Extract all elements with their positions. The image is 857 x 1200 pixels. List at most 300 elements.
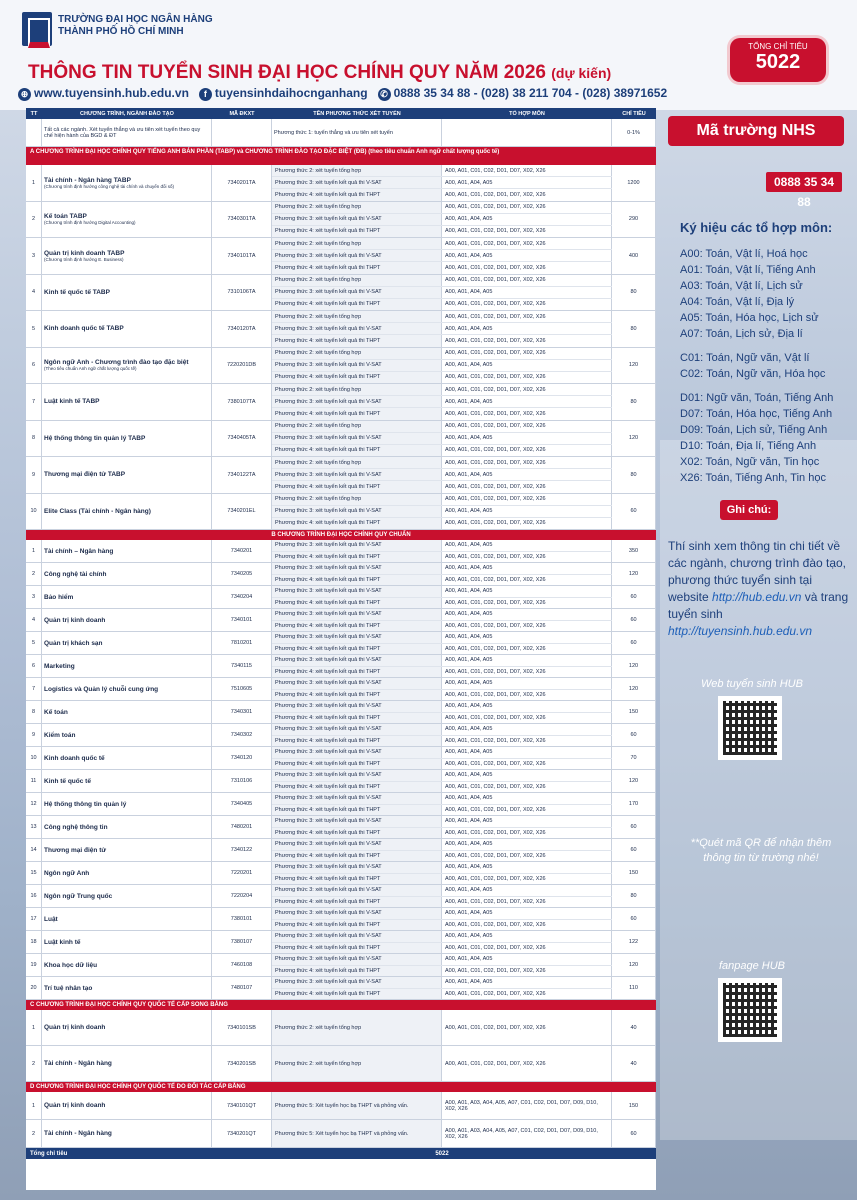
hub-logo bbox=[22, 12, 52, 46]
method-name: Phương thức 2: xét tuyển tổng hợp bbox=[272, 238, 442, 249]
program-title: Công nghệ tài chính bbox=[44, 570, 107, 578]
method-row bbox=[272, 457, 612, 469]
intro-method: Phương thức 1: tuyển thẳng và ưu tiên xét tuyển bbox=[272, 119, 442, 146]
method-block bbox=[272, 908, 612, 930]
method-row bbox=[272, 335, 612, 346]
title-text: THÔNG TIN TUYỂN SINH ĐẠI HỌC CHÍNH QUY NĂM 2026 bbox=[28, 62, 546, 83]
subject-combo: A00, A01, C01, C02, D01, D07, X02, X26 bbox=[442, 598, 612, 609]
subject-combo: A00, A01, A04, A05 bbox=[442, 563, 612, 574]
method-block bbox=[272, 494, 612, 530]
method-block bbox=[272, 862, 612, 884]
row-number: 2 bbox=[26, 1046, 42, 1081]
subject-combo: A00, A01, C01, C02, D01, D07, X02, X26 bbox=[442, 445, 612, 456]
program-code: 7340201EL bbox=[212, 494, 272, 530]
method-name: Phương thức 2: xét tuyển tổng hợp bbox=[272, 384, 442, 395]
method-name: Phương thức 4: xét tuyển kết quả thi THPT bbox=[272, 372, 442, 383]
program-name bbox=[42, 540, 212, 562]
subject-combo: A00, A01, C01, C02, D01, D07, X02, X26 bbox=[442, 874, 612, 885]
method-name: Phương thức 3: xét tuyển kết quả thi V-SAT bbox=[272, 977, 442, 988]
method-row bbox=[272, 632, 612, 644]
method-row bbox=[272, 494, 612, 506]
subject-combo: A00, A01, C01, C02, D01, D07, X02, X26 bbox=[442, 575, 612, 586]
hotline: 0888 35 34 88 bbox=[766, 172, 842, 192]
subject-combo: A00, A01, C01, C02, D01, D07, X02, X26 bbox=[442, 421, 612, 432]
table-row bbox=[26, 238, 656, 275]
subject-combo: A00, A01, A04, A05 bbox=[442, 655, 612, 666]
method-name: Phương thức 3: xét tuyển kết quả thi V-SAT bbox=[272, 724, 442, 735]
program-quota: 80 bbox=[612, 275, 656, 311]
subject-combo: A00, A01, C01, C02, D01, D07, X02, X26 bbox=[442, 920, 612, 931]
program-quota: 60 bbox=[612, 839, 656, 861]
method-name: Phương thức 3: xét tuyển kết quả thi V-SAT bbox=[272, 816, 442, 827]
method-name: Phương thức 4: xét tuyển kết quả thi THPT bbox=[272, 335, 442, 346]
program-subtitle: (Theo tiêu chuẩn Anh ngữ chất lượng quốc tế) bbox=[44, 366, 137, 372]
program-code: 7340101SB bbox=[212, 1010, 272, 1045]
subject-combo: A00, A01, A04, A05 bbox=[442, 862, 612, 873]
code-cell bbox=[212, 119, 272, 146]
program-quota: 40 bbox=[612, 1010, 656, 1045]
method-row bbox=[272, 226, 612, 237]
method-name: Phương thức 4: xét tuyển kết quả thi THPT bbox=[272, 226, 442, 237]
method-name: Phương thức 3: xét tuyển kết quả thi V-SAT bbox=[272, 908, 442, 919]
subject-combo: A00, A01, C01, C02, D01, D07, X02, X26 bbox=[442, 897, 612, 908]
row-number: 2 bbox=[26, 563, 42, 585]
program-quota: 60 bbox=[612, 908, 656, 930]
method-row bbox=[272, 816, 612, 828]
subject-combo: A00, A01, A04, A05 bbox=[442, 360, 612, 371]
method-name: Phương thức 4: xét tuyển kết quả thi THPT bbox=[272, 552, 442, 563]
method-name: Phương thức 4: xét tuyển kết quả thi THPT bbox=[272, 262, 442, 273]
program-code: 7340201TA bbox=[212, 165, 272, 201]
method-row bbox=[272, 575, 612, 586]
program-title: Kế toán TABP bbox=[44, 213, 87, 221]
table-row bbox=[26, 770, 656, 793]
subject-combo: A00, A01, C01, C02, D01, D07, X02, X26 bbox=[442, 494, 612, 505]
table-row bbox=[26, 885, 656, 908]
method-name: Phương thức 4: xét tuyển kết quả thi THPT bbox=[272, 575, 442, 586]
program-quota: 120 bbox=[612, 678, 656, 700]
method-name: Phương thức 2: xét tuyển tổng hợp bbox=[272, 1046, 442, 1081]
subject-combo: A00, A01, A04, A05 bbox=[442, 469, 612, 480]
method-name: Phương thức 3: xét tuyển kết quả thi V-SAT bbox=[272, 954, 442, 965]
method-row bbox=[272, 747, 612, 759]
method-row bbox=[272, 782, 612, 793]
subject-combo: A00, A01, A03, A04, A05, A07, C01, C02, D01, D07, D09, D10, X02, X26 bbox=[442, 1120, 612, 1147]
university-name bbox=[58, 14, 213, 38]
qr-code-fanpage[interactable] bbox=[718, 978, 782, 1042]
program-name bbox=[42, 862, 212, 884]
program-code: 7340405TA bbox=[212, 421, 272, 457]
subject-combo: A00, A01, C01, C02, D01, D07, X02, X26 bbox=[442, 690, 612, 701]
program-code: 7340204 bbox=[212, 586, 272, 608]
note-mid: và trang tuyển sinh bbox=[668, 590, 849, 621]
method-name: Phương thức 2: xét tuyển tổng hợp bbox=[272, 311, 442, 322]
method-row bbox=[272, 724, 612, 736]
subject-combo: A00, A01, C01, C02, D01, D07, X02, X26 bbox=[442, 805, 612, 816]
subject-combo: A00, A01, C01, C02, D01, D07, X02, X26 bbox=[442, 189, 612, 200]
program-quota: 122 bbox=[612, 931, 656, 953]
row-number: 10 bbox=[26, 494, 42, 530]
row-number: 4 bbox=[26, 609, 42, 631]
row-number: 15 bbox=[26, 862, 42, 884]
row-number: 8 bbox=[26, 701, 42, 723]
program-quota: 120 bbox=[612, 770, 656, 792]
method-name: Phương thức 4: xét tuyển kết quả thi THPT bbox=[272, 989, 442, 1000]
method-name: Phương thức 5: Xét tuyển học bạ THPT và phỏng vấn. bbox=[272, 1120, 442, 1147]
subject-combo: A00, A01, C01, C02, D01, D07, X02, X26 bbox=[442, 943, 612, 954]
note-text bbox=[668, 538, 854, 640]
program-name bbox=[42, 747, 212, 769]
section-a-rows bbox=[26, 165, 656, 530]
program-name bbox=[42, 724, 212, 746]
program-quota: 120 bbox=[612, 563, 656, 585]
method-row bbox=[272, 655, 612, 667]
method-block bbox=[272, 311, 612, 347]
method-row bbox=[272, 396, 612, 408]
method-name: Phương thức 3: xét tuyển kết quả thi V-SAT bbox=[272, 177, 442, 188]
program-title: Kinh tế quốc tế TABP bbox=[44, 288, 110, 296]
combo-item: X26: Toán, Tiếng Anh, Tin học bbox=[680, 472, 826, 484]
method-row bbox=[272, 311, 612, 323]
method-row bbox=[272, 214, 612, 226]
header bbox=[0, 0, 857, 110]
program-title: Kiểm toán bbox=[44, 731, 76, 739]
method-block bbox=[272, 655, 612, 677]
section-a-header: A CHƯƠNG TRÌNH ĐẠI HỌC CHÍNH QUY TIẾNG ANH BÁN PHẦN (TABP) và CHƯƠNG TRÌNH ĐÀO TẠO ĐẶC BIỆT (ĐB) (theo tiêu chuẩn Anh ngữ chất lượng quốc tế) bbox=[26, 147, 656, 165]
method-row bbox=[272, 445, 612, 456]
program-title: Kinh tế quốc tế bbox=[44, 777, 91, 785]
hub-link[interactable]: http://hub.edu.vn bbox=[712, 590, 802, 604]
method-row bbox=[272, 977, 612, 989]
subject-combo: A00, A01, C01, C02, D01, D07, X02, X26 bbox=[442, 1010, 612, 1045]
method-block bbox=[272, 384, 612, 420]
method-name: Phương thức 3: xét tuyển kết quả thi V-SAT bbox=[272, 214, 442, 225]
method-row bbox=[272, 177, 612, 189]
program-title: Ngôn ngữ Trung quốc bbox=[44, 892, 113, 900]
program-title: Marketing bbox=[44, 662, 75, 670]
method-name: Phương thức 4: xét tuyển kết quả thi THPT bbox=[272, 408, 442, 419]
tt-cell bbox=[26, 119, 42, 146]
method-name: Phương thức 3: xét tuyển kết quả thi V-SAT bbox=[272, 433, 442, 444]
method-row bbox=[272, 189, 612, 200]
method-row bbox=[272, 690, 612, 701]
method-block bbox=[272, 563, 612, 585]
method-name: Phương thức 3: xét tuyển kết quả thi V-SAT bbox=[272, 323, 442, 334]
program-code: 7380107 bbox=[212, 931, 272, 953]
program-quota: 150 bbox=[612, 701, 656, 723]
program-name bbox=[42, 494, 212, 530]
method-block bbox=[272, 770, 612, 792]
method-name: Phương thức 2: xét tuyển tổng hợp bbox=[272, 348, 442, 359]
row-number: 9 bbox=[26, 724, 42, 746]
table-row bbox=[26, 862, 656, 885]
subject-combo: A00, A01, C01, C02, D01, D07, X02, X26 bbox=[442, 1046, 612, 1081]
program-title: Quản trị khách sạn bbox=[44, 639, 103, 647]
method-row bbox=[272, 805, 612, 816]
method-name: Phương thức 3: xét tuyển kết quả thi V-SAT bbox=[272, 632, 442, 643]
intro-program: Tất cả các ngành. Xét tuyển thẳng và ưu tiên xét tuyển theo quy chế hiện hành của BGD & ĐT bbox=[42, 119, 212, 146]
subject-combo: A00, A01, A04, A05 bbox=[442, 908, 612, 919]
table-row bbox=[26, 348, 656, 385]
subject-combo: A00, A01, C01, C02, D01, D07, X02, X26 bbox=[442, 457, 612, 468]
subject-combo: A00, A01, A04, A05 bbox=[442, 885, 612, 896]
table-row bbox=[26, 816, 656, 839]
table-row bbox=[26, 931, 656, 954]
subject-combo: A00, A01, A04, A05 bbox=[442, 954, 612, 965]
program-name bbox=[42, 348, 212, 384]
combo-item: X02: Toán, Ngữ văn, Tin học bbox=[680, 456, 820, 468]
row-number: 14 bbox=[26, 839, 42, 861]
tuyensinh-link[interactable]: http://tuyensinh.hub.edu.vn bbox=[668, 624, 813, 638]
subject-combo: A00, A01, C01, C02, D01, D07, X02, X26 bbox=[442, 851, 612, 862]
subject-combo: A00, A01, C01, C02, D01, D07, X02, X26 bbox=[442, 759, 612, 770]
row-number: 2 bbox=[26, 1120, 42, 1147]
program-quota: 120 bbox=[612, 348, 656, 384]
total-label: Tổng chỉ tiêu bbox=[30, 1150, 68, 1157]
program-code: 7810201 bbox=[212, 632, 272, 654]
method-name: Phương thức 4: xét tuyển kết quả thi THPT bbox=[272, 445, 442, 456]
page-title bbox=[28, 62, 611, 84]
program-code: 7380107TA bbox=[212, 384, 272, 420]
program-quota: 170 bbox=[612, 793, 656, 815]
table-row bbox=[26, 701, 656, 724]
combo-item: C02: Toán, Ngữ văn, Hóa học bbox=[680, 368, 826, 380]
subject-combo: A00, A01, A04, A05 bbox=[442, 793, 612, 804]
row-number: 6 bbox=[26, 655, 42, 677]
table-row bbox=[26, 202, 656, 239]
method-block bbox=[272, 540, 612, 562]
subject-combo: A00, A01, C01, C02, D01, D07, X02, X26 bbox=[442, 262, 612, 273]
program-code: 7220204 bbox=[212, 885, 272, 907]
program-quota: 400 bbox=[612, 238, 656, 274]
subject-combo: A00, A01, C01, C02, D01, D07, X02, X26 bbox=[442, 372, 612, 383]
program-code: 7310106 bbox=[212, 770, 272, 792]
method-block bbox=[272, 1120, 612, 1147]
program-quota: 60 bbox=[612, 816, 656, 838]
row-number: 17 bbox=[26, 908, 42, 930]
subject-combo: A00, A01, A04, A05 bbox=[442, 287, 612, 298]
subject-combo: A00, A01, A04, A05 bbox=[442, 632, 612, 643]
program-quota: 60 bbox=[612, 586, 656, 608]
method-row bbox=[272, 621, 612, 632]
method-row bbox=[272, 262, 612, 273]
method-name: Phương thức 3: xét tuyển kết quả thi V-SAT bbox=[272, 287, 442, 298]
method-name: Phương thức 4: xét tuyển kết quả thi THPT bbox=[272, 299, 442, 310]
table-row bbox=[26, 540, 656, 563]
row-number: 7 bbox=[26, 678, 42, 700]
method-name: Phương thức 4: xét tuyển kết quả thi THPT bbox=[272, 736, 442, 747]
program-name bbox=[42, 421, 212, 457]
method-name: Phương thức 3: xét tuyển kết quả thi V-SAT bbox=[272, 931, 442, 942]
method-name: Phương thức 2: xét tuyển tổng hợp bbox=[272, 1010, 442, 1045]
program-code: 7340301TA bbox=[212, 202, 272, 238]
program-title: Tài chính – Ngân hàng bbox=[44, 547, 114, 555]
subject-combo: A00, A01, A04, A05 bbox=[442, 977, 612, 988]
method-row bbox=[272, 540, 612, 552]
subject-combo: A00, A01, C01, C02, D01, D07, X02, X26 bbox=[442, 966, 612, 977]
combo-item: D01: Ngữ văn, Toán, Tiếng Anh bbox=[680, 392, 834, 404]
method-name: Phương thức 3: xét tuyển kết quả thi V-SAT bbox=[272, 655, 442, 666]
method-row bbox=[272, 828, 612, 839]
subject-combo: A00, A01, A04, A05 bbox=[442, 678, 612, 689]
method-name: Phương thức 4: xét tuyển kết quả thi THPT bbox=[272, 690, 442, 701]
method-name: Phương thức 5: Xét tuyển học bạ THPT và phỏng vấn. bbox=[272, 1092, 442, 1119]
method-name: Phương thức 4: xét tuyển kết quả thi THPT bbox=[272, 621, 442, 632]
subject-cell bbox=[442, 119, 612, 146]
program-name bbox=[42, 816, 212, 838]
total-value: 5022 bbox=[435, 1150, 449, 1157]
method-name: Phương thức 4: xét tuyển kết quả thi THPT bbox=[272, 189, 442, 200]
method-block bbox=[272, 1046, 612, 1081]
program-title: Luật bbox=[44, 915, 58, 923]
program-name bbox=[42, 977, 212, 999]
method-block bbox=[272, 632, 612, 654]
method-row bbox=[272, 1010, 612, 1045]
method-row bbox=[272, 678, 612, 690]
row-number: 5 bbox=[26, 311, 42, 347]
subject-combo: A00, A01, A04, A05 bbox=[442, 747, 612, 758]
website-link[interactable]: www.tuyensinh.hub.edu.vn bbox=[34, 86, 189, 100]
row-number: 13 bbox=[26, 816, 42, 838]
subject-combo: A00, A01, A04, A05 bbox=[442, 177, 612, 188]
method-name: Phương thức 4: xét tuyển kết quả thi THPT bbox=[272, 943, 442, 954]
method-block bbox=[272, 457, 612, 493]
method-block bbox=[272, 1010, 612, 1045]
method-name: Phương thức 4: xét tuyển kết quả thi THPT bbox=[272, 874, 442, 885]
note-body: Thí sinh xem thông tin chi tiết về các ngành, chương trình đào tạo, phương thức tuyển sinh tại website bbox=[668, 539, 847, 604]
program-name bbox=[42, 586, 212, 608]
method-row bbox=[272, 563, 612, 575]
subject-combo: A00, A01, C01, C02, D01, D07, X02, X26 bbox=[442, 667, 612, 678]
subject-combo: A00, A01, A04, A05 bbox=[442, 433, 612, 444]
row-number: 10 bbox=[26, 747, 42, 769]
method-row bbox=[272, 299, 612, 310]
program-title: Tài chính - Ngân hàng TABP bbox=[44, 176, 131, 184]
section-b-header: B CHƯƠNG TRÌNH ĐẠI HỌC CHÍNH QUY CHUẨN bbox=[26, 530, 656, 540]
subject-combo: A00, A01, A04, A05 bbox=[442, 586, 612, 597]
combo-item: A07: Toán, Lịch sử, Địa lí bbox=[680, 328, 803, 340]
method-row bbox=[272, 1120, 612, 1147]
program-title: Luật kinh tế bbox=[44, 938, 81, 946]
program-code: 7340201 bbox=[212, 540, 272, 562]
program-title: Hệ thống thông tin quản lý TABP bbox=[44, 434, 146, 442]
subject-combo: A00, A01, A04, A05 bbox=[442, 506, 612, 517]
program-quota: 40 bbox=[612, 1046, 656, 1081]
subject-combo: A00, A01, C01, C02, D01, D07, X02, X26 bbox=[442, 165, 612, 176]
qr-note: **Quét mã QR để nhận thêm thông tin từ trường nhé! bbox=[690, 837, 832, 864]
method-block bbox=[272, 954, 612, 976]
table-row bbox=[26, 457, 656, 494]
subject-combo: A00, A01, C01, C02, D01, D07, X02, X26 bbox=[442, 238, 612, 249]
method-block bbox=[272, 678, 612, 700]
program-title: Tài chính - Ngân hàng bbox=[44, 1060, 112, 1067]
row-number: 7 bbox=[26, 384, 42, 420]
method-row bbox=[272, 165, 612, 177]
combos-title: Ký hiệu các tổ hợp môn: bbox=[680, 220, 833, 235]
university-line2: THÀNH PHỐ HỒ CHÍ MINH bbox=[58, 26, 184, 37]
table-row bbox=[26, 421, 656, 458]
method-row bbox=[272, 851, 612, 862]
program-code: 7340101TA bbox=[212, 238, 272, 274]
method-row bbox=[272, 874, 612, 885]
program-name bbox=[42, 632, 212, 654]
method-row bbox=[272, 908, 612, 920]
subject-combo: A00, A01, C01, C02, D01, D07, X02, X26 bbox=[442, 736, 612, 747]
row-number: 1 bbox=[26, 540, 42, 562]
program-code: 7340101 bbox=[212, 609, 272, 631]
program-name bbox=[42, 238, 212, 274]
program-name bbox=[42, 793, 212, 815]
method-name: Phương thức 3: xét tuyển kết quả thi V-SAT bbox=[272, 701, 442, 712]
method-block bbox=[272, 165, 612, 201]
program-quota: 80 bbox=[612, 885, 656, 907]
method-row bbox=[272, 954, 612, 966]
method-block bbox=[272, 701, 612, 723]
subject-combo: A00, A01, C01, C02, D01, D07, X02, X26 bbox=[442, 713, 612, 724]
method-row bbox=[272, 701, 612, 713]
table-row bbox=[26, 747, 656, 770]
method-name: Phương thức 2: xét tuyển tổng hợp bbox=[272, 275, 442, 286]
program-subtitle: (Chương trình định hướng công nghệ tài chính và chuyển đổi số) bbox=[44, 183, 175, 189]
admission-table bbox=[26, 108, 656, 1190]
method-name: Phương thức 3: xét tuyển kết quả thi V-SAT bbox=[272, 250, 442, 261]
row-number: 9 bbox=[26, 457, 42, 493]
facebook-link[interactable]: tuyensinhdaihocnganhang bbox=[214, 86, 368, 100]
program-quota: 60 bbox=[612, 632, 656, 654]
program-code: 7380101 bbox=[212, 908, 272, 930]
program-title: Luật kinh tế TABP bbox=[44, 398, 100, 406]
table-row bbox=[26, 724, 656, 747]
qr-code-web[interactable] bbox=[718, 696, 782, 760]
table-row bbox=[26, 494, 656, 531]
row-number: 8 bbox=[26, 421, 42, 457]
method-block bbox=[272, 931, 612, 953]
row-number: 3 bbox=[26, 586, 42, 608]
subject-combo: A00, A01, C01, C02, D01, D07, X02, X26 bbox=[442, 408, 612, 419]
combo-item: A05: Toán, Hóa học, Lịch sử bbox=[680, 312, 819, 324]
intro-quota: 0-1% bbox=[612, 119, 656, 146]
row-number: 5 bbox=[26, 632, 42, 654]
header-subjects: TỔ HỢP MÔN bbox=[509, 110, 545, 117]
subject-combo: A00, A01, C01, C02, D01, D07, X02, X26 bbox=[442, 644, 612, 655]
program-name bbox=[42, 202, 212, 238]
school-code-banner: Mã trường NHS bbox=[668, 116, 844, 146]
program-quota: 120 bbox=[612, 954, 656, 976]
subject-combo: A00, A01, A04, A05 bbox=[442, 540, 612, 551]
method-name: Phương thức 3: xét tuyển kết quả thi V-SAT bbox=[272, 540, 442, 551]
subject-combo: A00, A01, C01, C02, D01, D07, X02, X26 bbox=[442, 384, 612, 395]
program-code: 7340115 bbox=[212, 655, 272, 677]
row-number: 4 bbox=[26, 275, 42, 311]
program-name bbox=[42, 839, 212, 861]
program-title: Kế toán bbox=[44, 708, 68, 716]
university-line1: TRƯỜNG ĐẠI HỌC NGÂN HÀNG bbox=[58, 14, 213, 25]
program-name bbox=[42, 908, 212, 930]
method-name: Phương thức 4: xét tuyển kết quả thi THPT bbox=[272, 713, 442, 724]
method-row bbox=[272, 202, 612, 214]
method-name: Phương thức 2: xét tuyển tổng hợp bbox=[272, 494, 442, 505]
program-code: 7460108 bbox=[212, 954, 272, 976]
method-name: Phương thức 4: xét tuyển kết quả thi THPT bbox=[272, 598, 442, 609]
section-d-rows bbox=[26, 1092, 656, 1148]
program-code: 7340120TA bbox=[212, 311, 272, 347]
section-b-rows bbox=[26, 540, 656, 1000]
program-title: Ngôn ngữ Anh bbox=[44, 869, 90, 877]
table-row bbox=[26, 563, 656, 586]
program-title: Công nghệ thông tin bbox=[44, 823, 108, 831]
table-row bbox=[26, 977, 656, 1000]
program-code: 7340120 bbox=[212, 747, 272, 769]
